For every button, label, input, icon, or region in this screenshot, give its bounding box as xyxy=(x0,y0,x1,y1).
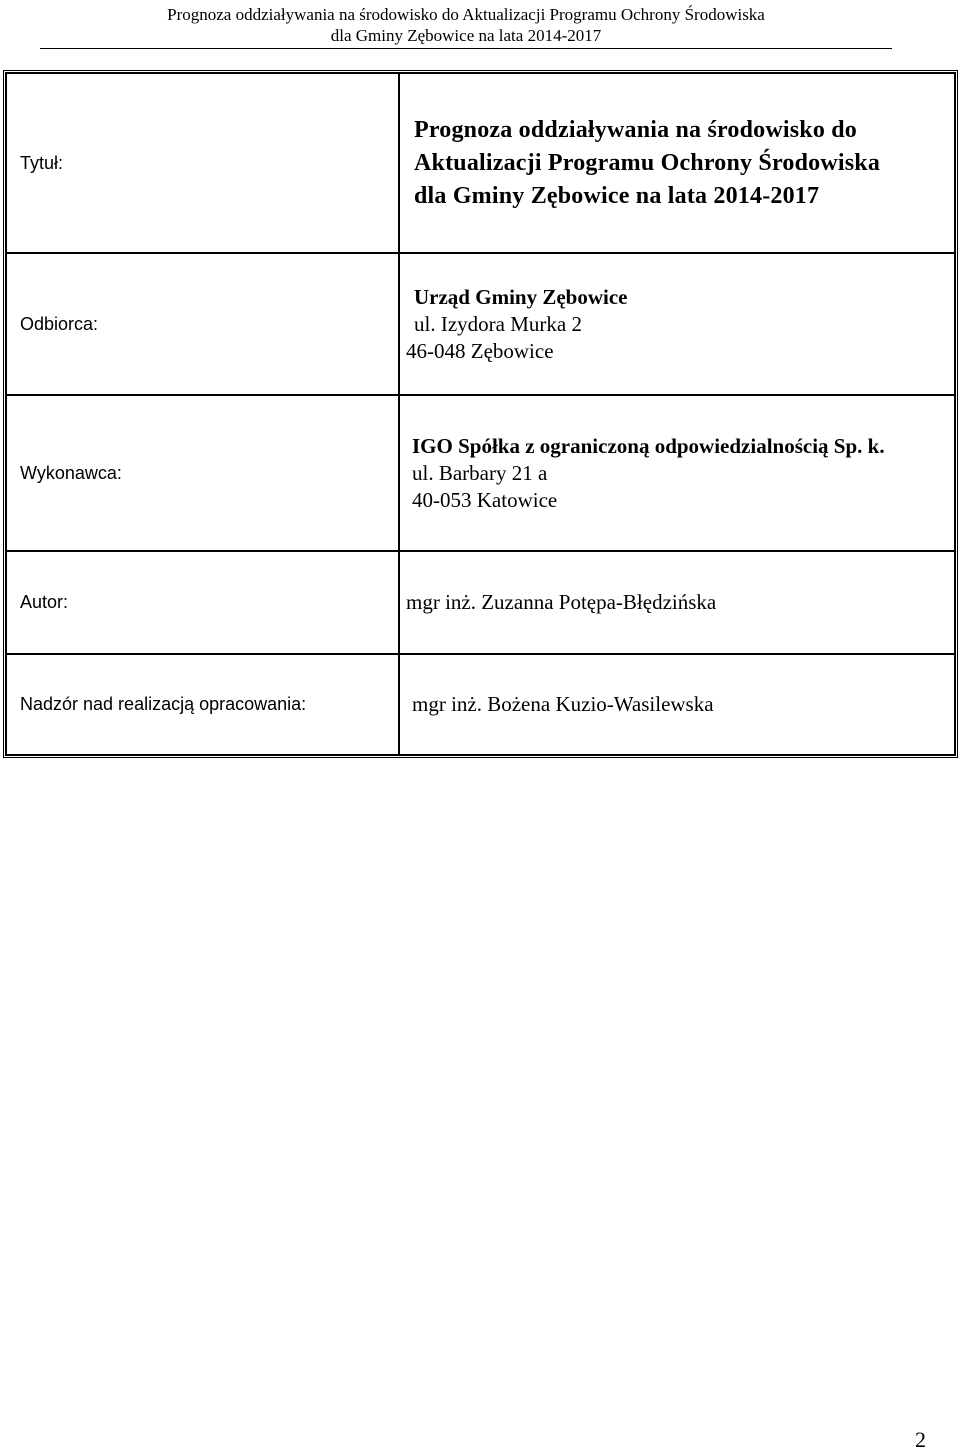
recipient-label: Odbiorca: xyxy=(6,253,399,395)
recipient-city: 46-048 Zębowice xyxy=(406,338,554,363)
recipient-value xyxy=(399,253,955,395)
running-header xyxy=(40,4,892,46)
contractor-city: 40-053 Katowice xyxy=(412,487,558,512)
page-number: 2 xyxy=(915,1427,926,1452)
contractor-row xyxy=(6,395,955,551)
title-line-1: Prognoza oddziaływania na środowisko do xyxy=(414,116,857,143)
author-label: Autor: xyxy=(6,551,399,654)
recipient-name: Urząd Gminy Zębowice xyxy=(414,284,628,309)
document-info-table xyxy=(3,70,958,758)
supervision-value xyxy=(399,654,955,755)
title-row xyxy=(6,73,955,253)
running-header-line-1: Prognoza oddziaływania na środowisko do Aktualizacji Programu Ochrony Środowiska xyxy=(167,5,765,24)
document-title xyxy=(400,114,954,213)
title-value xyxy=(399,73,955,253)
title-label: Tytuł: xyxy=(6,73,399,253)
author-row xyxy=(6,551,955,654)
supervision-row xyxy=(6,654,955,755)
running-header-line-2: dla Gminy Zębowice na lata 2014-2017 xyxy=(330,26,602,45)
author-value xyxy=(399,551,955,654)
header-rule xyxy=(40,48,892,49)
author-name: mgr inż. Zuzanna Potępa-Błędzińska xyxy=(406,590,717,614)
contractor-street: ul. Barbary 21 a xyxy=(412,460,548,485)
recipient-row xyxy=(6,253,955,395)
supervision-label: Nadzór nad realizacją opracowania: xyxy=(6,654,399,755)
supervisor-name: mgr inż. Bożena Kuzio-Wasilewska xyxy=(412,692,714,716)
title-line-3: dla Gminy Zębowice na lata 2014-2017 xyxy=(414,182,820,209)
recipient-street: ul. Izydora Murka 2 xyxy=(414,311,582,336)
contractor-label: Wykonawca: xyxy=(6,395,399,551)
contractor-name: IGO Spółka z ograniczoną odpowiedzialnością Sp. k. xyxy=(412,433,885,458)
title-line-2: Aktualizacji Programu Ochrony Środowiska xyxy=(414,149,881,176)
contractor-value xyxy=(399,395,955,551)
